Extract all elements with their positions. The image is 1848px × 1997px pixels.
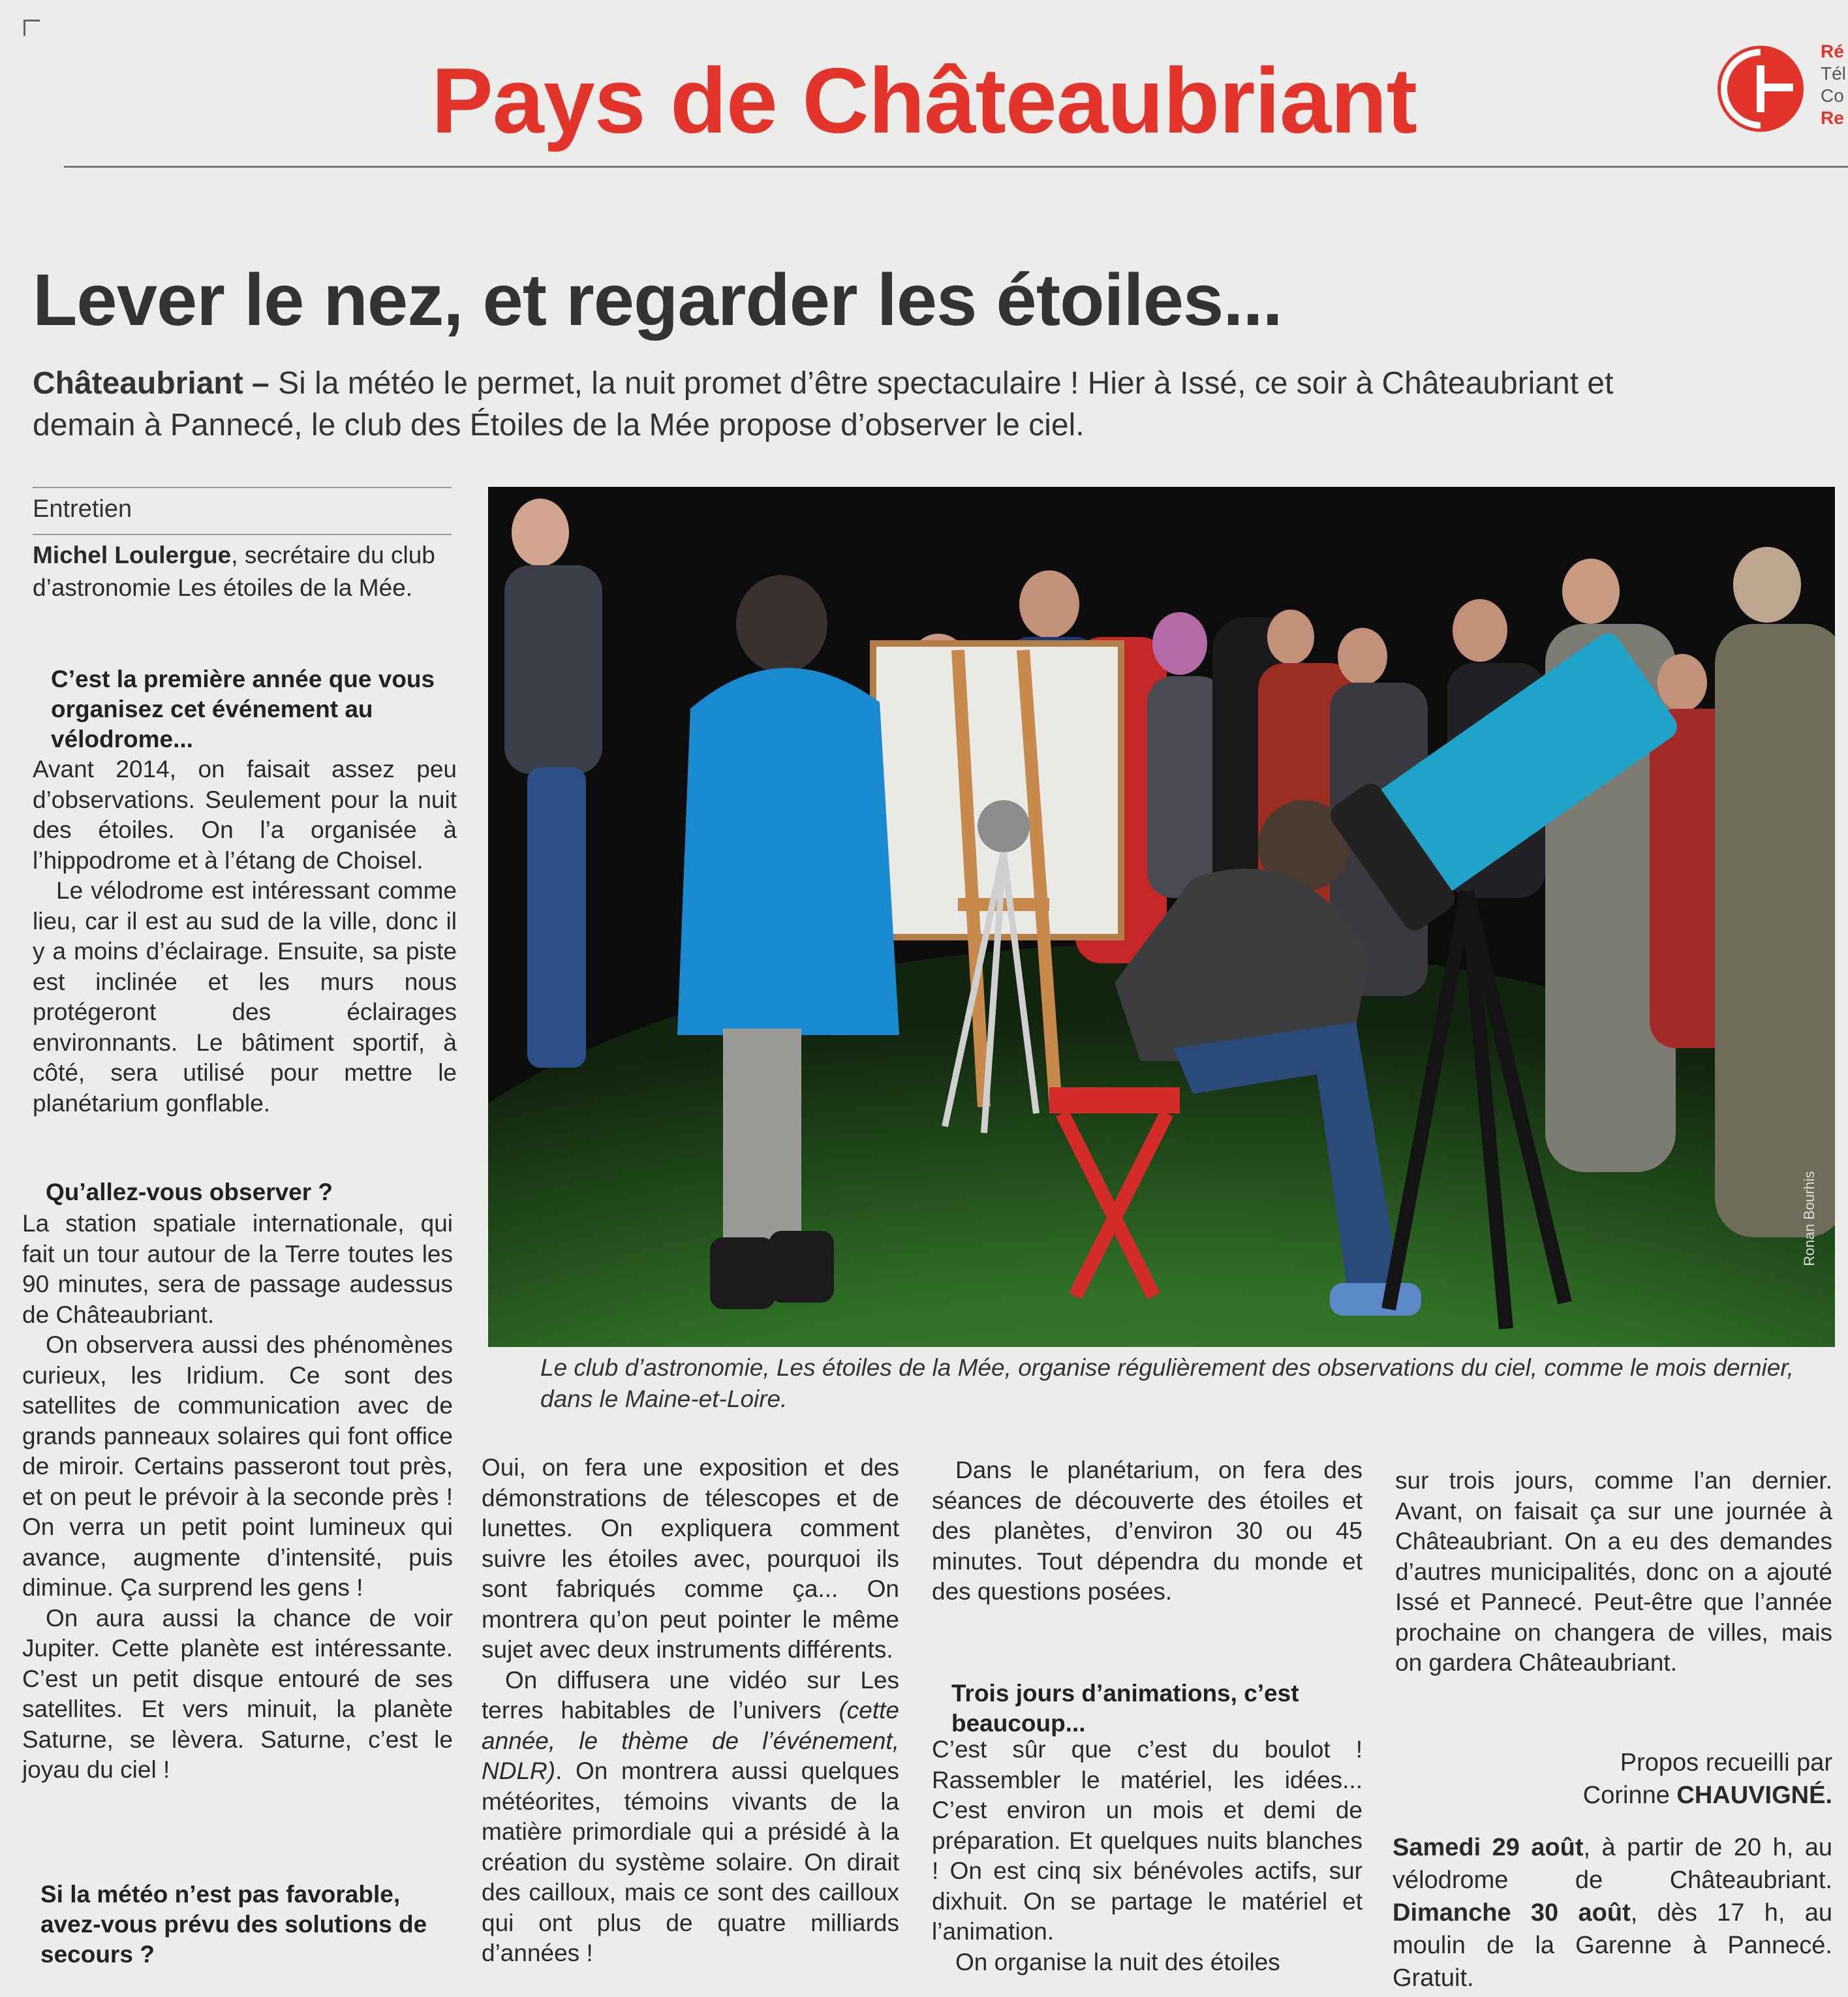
crop-mark: [23, 20, 40, 36]
question-1: C’est la première année que vous organisez cet événement au vélodrome...: [51, 666, 435, 752]
paragraph: On observera aussi des phénomènes curieux, les Iridium. Ce sont des satellites de communication avec de grands panneaux solaires qui font office de miroir. Certains passeront tout près, et on peut le prévoir à la seconde près ! On verra un petit point lumineux qui avance, augmente d’intensité, puis diminue. Ça surprend les gens !: [22, 1331, 453, 1601]
paragraph: Le vélodrome est intéressant comme lieu, car il est au sud de la ville, donc il y a moins d’éclairage. Ensuite, sa piste est inclinée et les murs nous protégeront des éclairages environnants. Le bâtiment sportif, à côté, sera utilisé pour mettre le planétarium gonflable.: [33, 877, 457, 1117]
byline: [1395, 1746, 1832, 1812]
paragraph: La station spatiale internationale, qui fait un tour autour de la Terre toutes les 90 minutes, sera de passage audessus de Châteaubriant.: [22, 1210, 453, 1328]
ouest-france-logo-icon: [1717, 46, 1804, 132]
paragraph-text: . On montrera aussi quelques météorites, témoins vivants de la matière primordiale qui a présidé à la création du système solaire. On dirait des cailloux, mais ce sont des cailloux qui ont plus de quatre milliards d’années !: [482, 1757, 899, 1966]
paragraph: On aura aussi la chance de voir Jupiter. Cette planète est intéressante. C’est un petit disque entouré de ses satellites. Et vers minuit, la planète Saturne, se lèvera. Saturne, c’est le joyau du ciel !: [22, 1604, 453, 1783]
logo-text-line: Re: [1821, 108, 1844, 128]
paragraph: Dans le planétarium, on fera des séances de découverte des étoiles et des planètes, d’environ 30 ou 45 minutes. Tout dépendra du monde et des questions posées.: [932, 1457, 1363, 1605]
event-info: [1393, 1831, 1832, 1994]
interviewee-name: Michel Loulergue: [33, 542, 232, 568]
question-2: Qu’allez-vous observer ?: [46, 1179, 333, 1205]
logo-text-line: Ré: [1821, 41, 1844, 61]
article-lede: [33, 363, 1625, 446]
byline-author: [1395, 1779, 1832, 1812]
author-first-name: Corinne: [1582, 1782, 1677, 1809]
event-details: , dès 17 h, au moulin de la Garenne à Pannecé. Gratuit.: [1393, 1899, 1832, 1992]
photo-credit: Ronan Bourhis: [1801, 1171, 1817, 1266]
header-rule: [64, 166, 1848, 168]
column-3-bottom: [932, 1735, 1363, 1977]
logo-text-line: Tél: [1821, 63, 1846, 84]
question-4: Trois jours d’animations, c’est beaucoup...: [951, 1680, 1299, 1737]
answer-1: [33, 754, 457, 1119]
column-2: [482, 1453, 899, 1969]
rubric-label: Entretien: [33, 495, 132, 523]
author-last-name: CHAUVIGNÉ.: [1676, 1782, 1832, 1809]
question-3: Si la météo n’est pas favorable, avez-vous prévu des solutions de secours ?: [40, 1881, 427, 1968]
article-headline: Lever le nez, et regarder les étoiles...: [33, 259, 1282, 341]
rubric-divider: [33, 534, 452, 535]
answer-2: [22, 1209, 453, 1786]
column-3-top: [932, 1455, 1363, 1607]
paragraph: [482, 1665, 899, 1969]
event-date: Dimanche 30 août: [1393, 1899, 1631, 1927]
interviewee-role: , secrétaire du club d’astronomie Les étoiles de la Mée.: [33, 542, 435, 601]
paragraph-text: On diffusera une vidéo sur Les terres habitables de l’univers: [482, 1666, 899, 1724]
byline-line: Propos recueilli par: [1620, 1749, 1832, 1776]
section-title: Pays de Châteaubriant: [431, 49, 1417, 153]
interviewee-intro: [33, 539, 457, 604]
logo-text-line: Co: [1821, 85, 1844, 106]
paragraph: Avant 2014, on faisait assez peu d’observations. Seulement pour la nuit des étoiles. On l’a organisée à l’hippodrome et à l’étang de Choisel.: [33, 756, 457, 874]
column-4: [1395, 1466, 1832, 1679]
rubric-divider: [33, 487, 452, 488]
paragraph: Oui, on fera une exposition et des démonstrations de télescopes et de lunettes. On expliquera comment suivre les étoiles avec, pourquoi ils sont fabriqués comme ça... On montrera qu’on peut pointer le même sujet avec deux instruments différents.: [482, 1454, 899, 1663]
editor-note: (cette année, le thème de l’événement, NDLR): [482, 1697, 899, 1784]
event-date: Samedi 29 août: [1393, 1834, 1584, 1861]
lede-text: Si la météo le permet, la nuit promet d’être spectaculaire ! Hier à Issé, ce soir à Châteaubriant et demain à Pannecé, le club des Étoiles de la Mée propose d’observer le ciel.: [33, 366, 1614, 442]
dateline: Châteaubriant –: [33, 366, 270, 401]
paragraph: On organise la nuit des étoiles: [955, 1948, 1280, 1975]
paragraph: C’est sûr que c’est du boulot ! Rassembler le matériel, les idées... C’est environ un mois et demi de préparation. Et quelques nuits blanches ! On est cinq six bénévoles actifs, sur dixhuit. On se partage le matériel et l’animation.: [932, 1736, 1363, 1945]
paragraph: sur trois jours, comme l’an dernier. Avant, on faisait ça sur une journée à Châteaubriant. On a eu des demandes d’autres municipalités, donc on a ajouté Issé et Pannecé. Peut-être que l’année prochaine on changera de villes, mais on gardera Châteaubriant.: [1395, 1467, 1832, 1676]
event-details: , à partir de 20 h, au vélodrome de Châteaubriant.: [1393, 1834, 1832, 1894]
photo-caption: Le club d’astronomie, Les étoiles de la Mée, organise régulièrement des observations du ciel, comme le mois dernier, dans le Maine-et-Loire.: [540, 1354, 1794, 1412]
logo-side-text: [1821, 40, 1848, 129]
article-photo: [488, 487, 1835, 1347]
